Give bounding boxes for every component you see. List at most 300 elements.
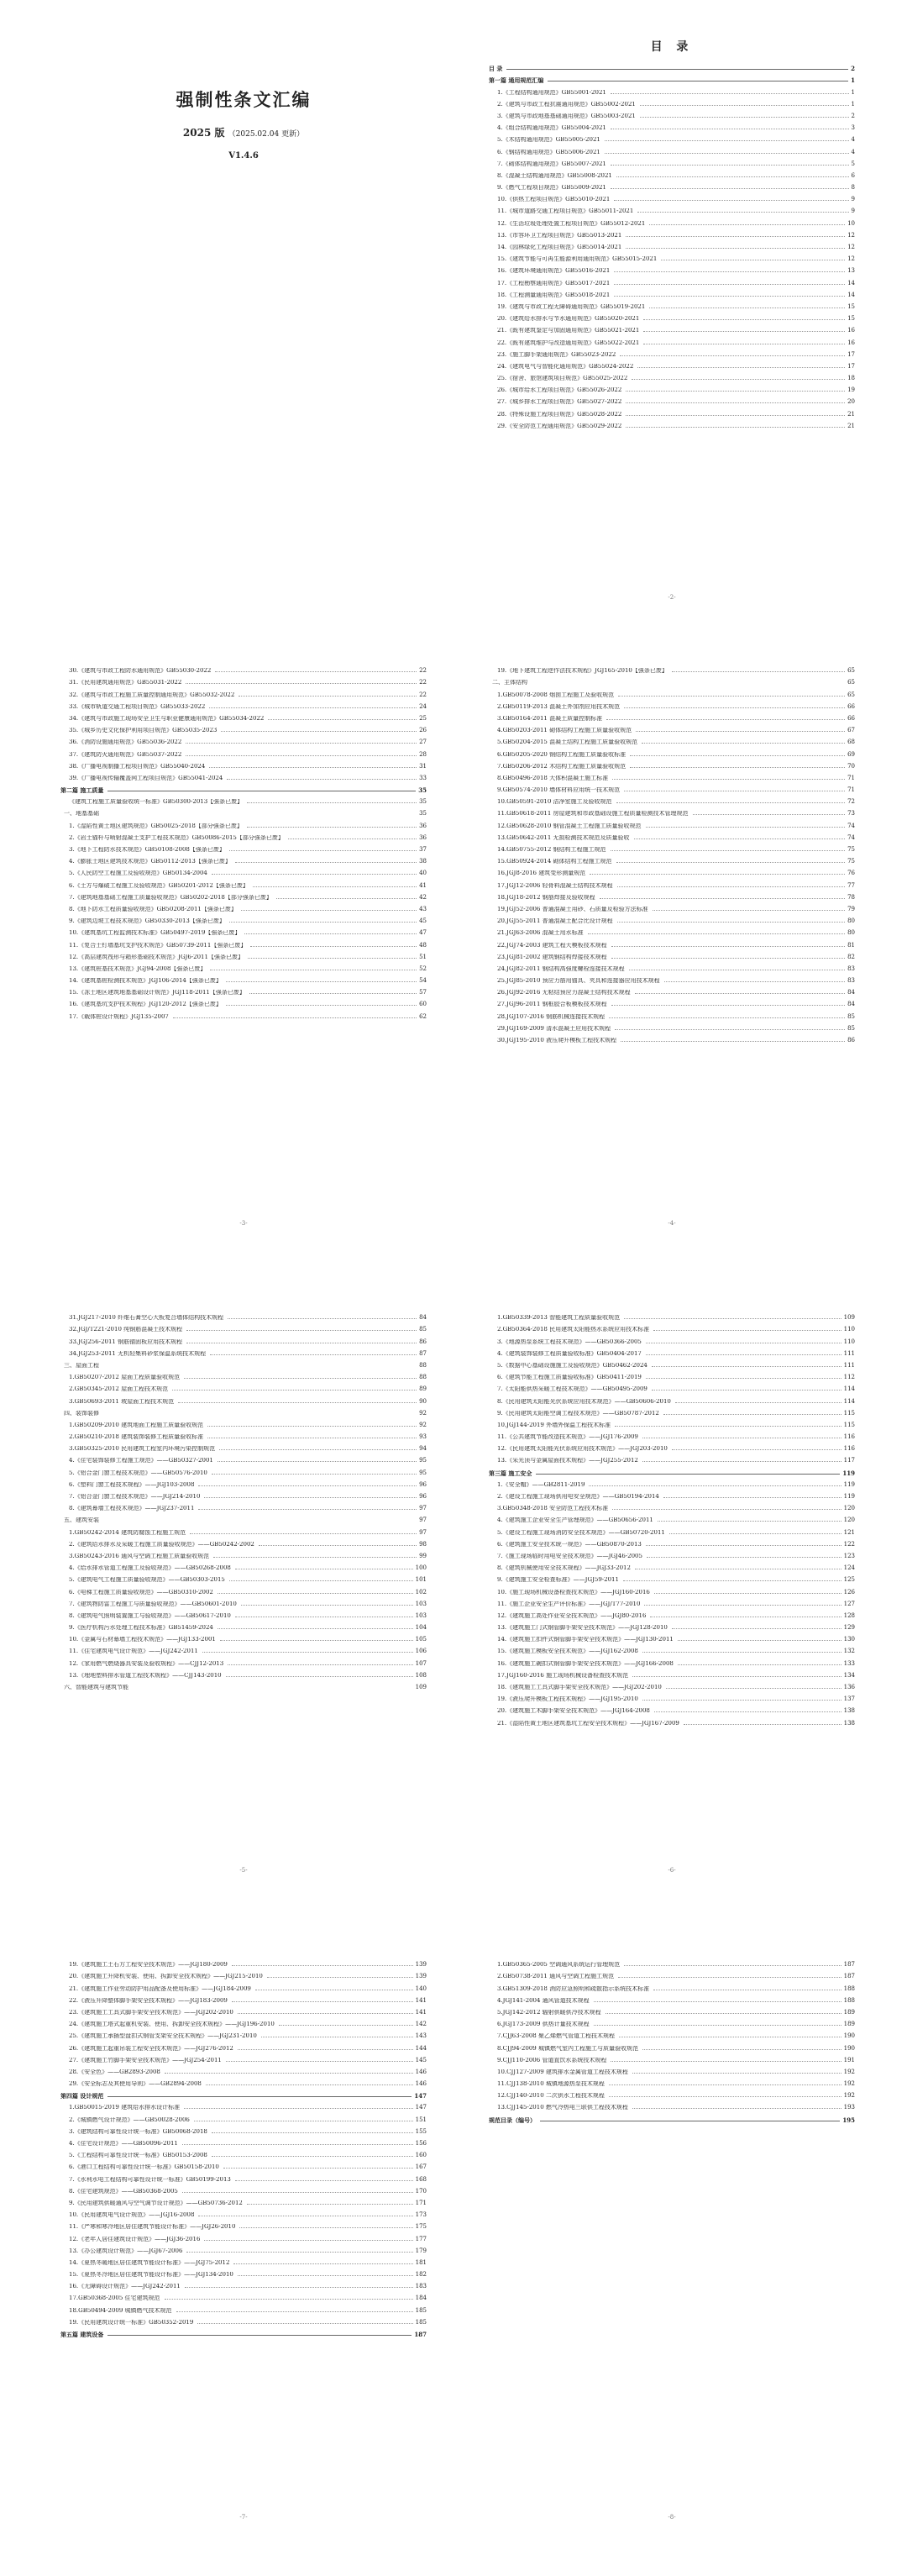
toc-page-number: 103 — [415, 1600, 427, 1607]
toc-entry[interactable] — [489, 335, 855, 347]
toc-page-number: 22 — [419, 691, 427, 698]
toc-entry[interactable] — [489, 962, 855, 974]
toc-entry[interactable] — [60, 2100, 427, 2112]
dot-leader — [212, 2156, 413, 2157]
toc-entry[interactable] — [60, 818, 427, 830]
dot-leader — [611, 165, 849, 166]
toc-entry-title: 31.JGJ217-2010 纤维石膏空心大板复合墙体结构技术规程 — [69, 1315, 224, 1322]
toc-entry[interactable] — [60, 760, 427, 771]
toc-page-number: 195 — [842, 2116, 855, 2124]
toc-entry[interactable] — [489, 687, 855, 699]
toc-entry[interactable] — [60, 2316, 427, 2327]
dot-leader — [614, 271, 845, 272]
toc-entry[interactable] — [489, 818, 855, 830]
toc-entry[interactable] — [60, 1322, 427, 1334]
toc-entry[interactable] — [60, 723, 427, 735]
toc-entry-title: 27.《建筑施工竹脚手架安全技术规范》——JGJ254-2011 — [69, 2057, 222, 2063]
toc-entry[interactable] — [489, 974, 855, 986]
toc-entry[interactable] — [489, 843, 855, 854]
toc-entry[interactable] — [60, 2017, 427, 2029]
toc-entry[interactable] — [489, 252, 855, 264]
toc-entry[interactable] — [489, 1525, 855, 1537]
toc-entry-title: 14.《园林绿化工程项目规范》GB55014-2021 — [497, 244, 622, 250]
toc-entry[interactable] — [489, 891, 855, 902]
toc-entry[interactable] — [489, 783, 855, 795]
toc-entry-title: 22.JGJ74-2003 建筑工程大模板技术规程 — [497, 942, 607, 949]
toc-entry-title: 29.《安全防范工程通用规范》GB55029-2022 — [497, 423, 622, 429]
toc-entry[interactable] — [60, 2279, 427, 2291]
toc-entry[interactable] — [489, 1981, 855, 1993]
toc-entry[interactable] — [489, 1501, 855, 1513]
toc-entry[interactable] — [489, 1692, 855, 1704]
toc-entry[interactable] — [60, 854, 427, 866]
dot-leader — [630, 767, 845, 768]
toc-entry[interactable] — [489, 300, 855, 312]
toc-entry-title: 2.《城镇燃气设计规范》——GB50028-2006 — [69, 2116, 190, 2123]
toc-entry[interactable] — [60, 1311, 427, 1322]
toc-entry[interactable] — [489, 2017, 855, 2029]
toc-entry[interactable] — [489, 1442, 855, 1454]
toc-entry-title: 8.《混凝土结构通用规范》GB55008-2021 — [497, 172, 612, 179]
toc-entry[interactable] — [489, 997, 855, 1009]
toc-entry[interactable] — [60, 687, 427, 699]
toc-entry[interactable] — [60, 1394, 427, 1406]
toc-entry[interactable] — [489, 229, 855, 240]
toc-page-number: 182 — [415, 2271, 427, 2279]
toc-entry-title: 25.《建筑施工承插型盘扣式钢管支架安全技术规程》——JGJ231-2010 — [69, 2033, 257, 2040]
toc-entry-title: 12.CJJ140-2010 二次供水工程技术规程 — [497, 2093, 605, 2100]
toc-entry[interactable] — [489, 181, 855, 192]
toc-entry[interactable] — [60, 2125, 427, 2137]
toc-entry[interactable] — [489, 723, 855, 735]
toc-entry[interactable] — [489, 2006, 855, 2017]
toc-entry[interactable] — [60, 950, 427, 962]
dot-leader — [197, 2323, 412, 2324]
toc-entry[interactable] — [60, 1347, 427, 1359]
toc-entry-title: 二、主体结构 — [492, 680, 527, 686]
toc-entry[interactable] — [60, 1573, 427, 1585]
toc-entry[interactable] — [60, 1454, 427, 1465]
toc-entry-title: 10.JGJ144-2019 外墙外保温工程技术标准 — [497, 1422, 611, 1428]
toc-entry[interactable] — [489, 1370, 855, 1382]
toc-entry[interactable] — [60, 1585, 427, 1596]
toc-entry[interactable] — [60, 735, 427, 747]
toc-entry-title: 9.CJJ110-2006 管道直饮水系统技术规程 — [497, 2057, 607, 2063]
toc-entry[interactable] — [489, 1022, 855, 1033]
toc-entry[interactable] — [60, 2041, 427, 2053]
toc-entry[interactable] — [489, 735, 855, 747]
toc-page-number: 185 — [415, 2306, 427, 2314]
toc-subsection-row[interactable] — [60, 1513, 427, 1525]
toc-entry[interactable] — [60, 891, 427, 902]
toc-page-number: 100 — [415, 1564, 427, 1572]
toc-entry[interactable] — [489, 1644, 855, 1656]
toc-page-number: 177 — [415, 2235, 427, 2242]
toc-entry[interactable] — [60, 2160, 427, 2172]
toc-entry[interactable] — [60, 2029, 427, 2041]
toc-subsection-row[interactable] — [489, 676, 855, 687]
toc-entry-title: 1.《湿陷性黄土地区建筑规范》GB50025-2018【部分强条已废】 — [69, 823, 243, 829]
toc-entry[interactable] — [60, 902, 427, 914]
toc-entry[interactable] — [60, 1644, 427, 1656]
toc-entry-title: 第一篇 通用规范汇编 — [489, 77, 544, 84]
toc-section-row[interactable] — [60, 2327, 427, 2339]
toc-entry[interactable] — [489, 1958, 855, 1969]
toc-entry[interactable] — [60, 1478, 427, 1490]
toc-entry[interactable] — [60, 2053, 427, 2065]
toc-entry[interactable] — [60, 2172, 427, 2184]
toc-entry-title: 28.《特殊设施工程项目规范》GB55028-2022 — [497, 411, 622, 418]
toc-entry-title: 12.《生活垃圾处理处置工程项目规范》GB55012-2021 — [497, 220, 646, 227]
toc-entry[interactable] — [489, 276, 855, 287]
toc-entry[interactable] — [60, 1994, 427, 2006]
toc-entry[interactable] — [489, 1033, 855, 1045]
toc-entry[interactable] — [489, 854, 855, 866]
toc-entry[interactable] — [489, 1311, 855, 1322]
toc-entry[interactable] — [489, 1382, 855, 1394]
toc-entry-title: 6.《土方与爆破工程施工及验收规范》GB50201-2012【强条已废】 — [69, 882, 249, 889]
dot-leader — [632, 379, 845, 380]
toc-entry-title: 33.《城市轨道交通工程项目规范》GB55033-2022 — [69, 703, 206, 710]
dot-leader — [611, 2061, 841, 2062]
dot-leader — [632, 2073, 841, 2074]
toc-page-number: 114 — [843, 1385, 855, 1393]
dot-leader — [626, 415, 845, 416]
toc-entry[interactable] — [489, 97, 855, 109]
toc-subsection-row[interactable] — [60, 1680, 427, 1692]
toc-entry[interactable] — [60, 2112, 427, 2124]
toc-entry[interactable] — [60, 914, 427, 926]
toc-entry[interactable] — [489, 2065, 855, 2077]
toc-entry[interactable] — [489, 902, 855, 914]
toc-entry[interactable] — [60, 712, 427, 723]
toc-section-row[interactable] — [489, 73, 855, 85]
toc-page-number: 36 — [419, 833, 427, 841]
toc-entry[interactable] — [60, 2268, 427, 2279]
toc-entry[interactable] — [489, 2053, 855, 2065]
toc-entry-title: 14.《建筑施工扣件式钢管脚手架安全技术规范》——JGJ130-2011 — [497, 1637, 674, 1643]
toc-entry[interactable] — [489, 1597, 855, 1609]
toc-entry[interactable] — [489, 1549, 855, 1561]
toc-entry[interactable] — [489, 664, 855, 676]
toc-entry[interactable] — [60, 1969, 427, 1981]
toc-entry[interactable] — [60, 2006, 427, 2017]
toc-entry[interactable] — [489, 771, 855, 783]
toc-section-row[interactable] — [489, 61, 855, 73]
toc-entry[interactable] — [489, 312, 855, 323]
toc-entry[interactable] — [489, 760, 855, 771]
toc-entry[interactable] — [489, 121, 855, 133]
toc-page-number: 141 — [415, 2008, 427, 2016]
toc-subsection-row[interactable] — [60, 1406, 427, 1418]
toc-entry[interactable] — [60, 1669, 427, 1680]
toc-entry[interactable] — [489, 395, 855, 407]
toc-entry[interactable] — [489, 986, 855, 997]
toc-entry[interactable] — [60, 1009, 427, 1021]
toc-entry-title: 3.GB50164-2011 混凝土质量控制标准 — [497, 715, 603, 722]
toc-entry[interactable] — [489, 1573, 855, 1585]
toc-entry[interactable] — [60, 1538, 427, 1549]
toc-entry[interactable] — [60, 997, 427, 1009]
toc-entry[interactable] — [489, 133, 855, 145]
toc-entry[interactable] — [489, 1009, 855, 1021]
toc-entry[interactable] — [60, 1958, 427, 1969]
toc-entry-title: 13.《建筑施工门式钢管脚手架安全技术规范》——JGJ128-2010 — [497, 1625, 668, 1632]
toc-entry[interactable] — [489, 807, 855, 818]
toc-entry[interactable] — [489, 795, 855, 807]
dot-leader — [226, 1676, 413, 1677]
toc-entry[interactable] — [489, 1334, 855, 1346]
toc-page-number: 98 — [419, 1540, 427, 1548]
toc-page-number: 68 — [847, 739, 855, 746]
toc-entry[interactable] — [60, 1656, 427, 1668]
toc-page-number: 191 — [843, 2056, 855, 2063]
toc-entry[interactable] — [489, 1621, 855, 1632]
toc-entry[interactable] — [489, 360, 855, 371]
toc-entry[interactable] — [489, 1359, 855, 1370]
toc-entry-title: 20.《建筑给水排水与节水通用规范》GB55020-2021 — [497, 316, 640, 323]
toc-entry[interactable] — [60, 2208, 427, 2220]
toc-entry-title: 3.GB50325-2010 民用建筑工程室内环境污染控制规范 — [69, 1446, 216, 1453]
toc-entry[interactable] — [60, 1525, 427, 1537]
toc-entry[interactable] — [489, 1669, 855, 1680]
toc-entry[interactable] — [489, 1406, 855, 1418]
toc-list — [60, 1958, 427, 2339]
toc-entry[interactable] — [60, 700, 427, 712]
toc-entry[interactable] — [489, 914, 855, 926]
toc-entry[interactable] — [489, 419, 855, 431]
toc-entry[interactable] — [60, 2256, 427, 2268]
toc-page-6 — [42, 1932, 445, 2537]
toc-entry[interactable] — [60, 2077, 427, 2089]
toc-entry[interactable] — [489, 712, 855, 723]
toc-entry-title: 29.JGJ169-2009 清水混凝土应用技术规程 — [497, 1025, 611, 1032]
toc-entry[interactable] — [489, 157, 855, 169]
toc-entry-title: 22.《液压升降整体脚手架安全技术规程》——JGJ183-2009 — [69, 1997, 228, 2004]
dot-leader — [279, 2025, 413, 2026]
toc-entry[interactable] — [60, 676, 427, 687]
toc-section-row[interactable] — [60, 783, 427, 795]
dot-leader — [654, 1711, 841, 1712]
toc-entry[interactable] — [489, 169, 855, 181]
toc-entry[interactable] — [489, 1704, 855, 1716]
toc-entry[interactable] — [60, 1334, 427, 1346]
toc-entry[interactable] — [60, 1981, 427, 1993]
toc-entry[interactable] — [489, 85, 855, 97]
toc-entry[interactable] — [489, 348, 855, 360]
toc-entry[interactable] — [489, 950, 855, 962]
toc-entry[interactable] — [489, 1418, 855, 1430]
toc-entry[interactable] — [60, 1549, 427, 1561]
toc-entry[interactable] — [489, 1478, 855, 1490]
toc-entry[interactable] — [489, 1430, 855, 1442]
toc-entry[interactable] — [60, 1501, 427, 1513]
toc-entry[interactable] — [489, 866, 855, 878]
toc-page-number: 74 — [847, 822, 855, 829]
toc-entry[interactable] — [489, 1585, 855, 1596]
toc-entry[interactable] — [489, 240, 855, 252]
toc-page-number: 94 — [419, 1445, 427, 1453]
toc-entry[interactable] — [489, 926, 855, 938]
toc-entry[interactable] — [489, 216, 855, 228]
toc-entry[interactable] — [60, 1418, 427, 1430]
toc-page-number: 8 — [851, 184, 855, 192]
toc-page-number: 16 — [847, 327, 855, 334]
dot-leader — [624, 1965, 841, 1966]
toc-entry[interactable] — [60, 843, 427, 854]
toc-section-row[interactable] — [489, 2112, 855, 2124]
toc-entry[interactable] — [60, 974, 427, 986]
toc-section-row[interactable] — [489, 1465, 855, 1477]
toc-entry[interactable] — [489, 1632, 855, 1644]
toc-page-number: 36 — [419, 822, 427, 829]
toc-entry-title: 4.《建筑装饰装修工程质量验收标准》GB50404-2017 — [497, 1350, 642, 1357]
toc-entry[interactable] — [60, 1632, 427, 1644]
toc-entry[interactable] — [60, 664, 427, 676]
toc-entry[interactable] — [60, 2220, 427, 2232]
toc-entry-title: 5.《建设工程施工现场消防安全技术规范》——GB50720-2011 — [497, 1529, 665, 1536]
toc-entry[interactable] — [60, 795, 427, 807]
toc-entry[interactable] — [60, 2232, 427, 2243]
toc-entry[interactable] — [489, 878, 855, 890]
toc-entry[interactable] — [60, 1609, 427, 1621]
toc-section-row[interactable] — [60, 2089, 427, 2100]
toc-entry[interactable] — [60, 926, 427, 938]
toc-entry-title: 18.JGJ18-2012 钢筋焊接及验收规程 — [497, 894, 595, 901]
toc-entry[interactable] — [489, 1561, 855, 1573]
toc-entry[interactable] — [60, 1490, 427, 1501]
toc-subsection-row[interactable] — [60, 1359, 427, 1370]
toc-entry[interactable] — [489, 1538, 855, 1549]
toc-entry[interactable] — [60, 938, 427, 949]
toc-entry-title: 4.GB50203-2011 砌体结构工程施工质量验收规范 — [497, 728, 632, 734]
toc-entry-title: 19.JGJ52-2006 普通混凝土用砂、石质量及检验方法标准 — [497, 906, 648, 912]
toc-entry-title: 19.《液压爬升模板工程技术规程》——JGJ195-2010 — [497, 1696, 638, 1703]
dot-leader — [605, 153, 849, 154]
toc-entry[interactable] — [60, 747, 427, 759]
toc-entry[interactable] — [60, 2137, 427, 2148]
toc-entry[interactable] — [489, 2029, 855, 2041]
toc-entry[interactable] — [60, 1442, 427, 1454]
toc-entry[interactable] — [489, 1513, 855, 1525]
toc-page-number: 74 — [847, 833, 855, 841]
toc-entry[interactable] — [489, 1394, 855, 1406]
toc-entry[interactable] — [60, 1561, 427, 1573]
dot-leader — [220, 1640, 413, 1641]
toc-page-number: 110 — [843, 1326, 855, 1333]
toc-entry[interactable] — [489, 323, 855, 335]
toc-entry[interactable] — [489, 1490, 855, 1501]
toc-entry-title: 1.《安全帽》——GB2811-2019 — [497, 1481, 585, 1488]
toc-entry[interactable] — [60, 2303, 427, 2315]
dot-leader — [636, 731, 845, 732]
toc-entry[interactable] — [489, 1609, 855, 1621]
toc-page-number: 3 — [851, 124, 855, 132]
toc-page-number: 17 — [847, 362, 855, 370]
dot-leader — [238, 2049, 413, 2050]
toc-entry[interactable] — [489, 1969, 855, 1981]
toc-entry[interactable] — [489, 1994, 855, 2006]
toc-page-number: 75 — [847, 858, 855, 865]
toc-page-number: 171 — [415, 2199, 427, 2206]
toc-entry[interactable] — [489, 288, 855, 300]
toc-entry[interactable] — [60, 1597, 427, 1609]
toc-entry[interactable] — [60, 1370, 427, 1382]
toc-list — [489, 1311, 855, 1728]
toc-entry[interactable] — [489, 264, 855, 276]
dot-leader — [614, 200, 848, 201]
toc-page-number: 79 — [847, 905, 855, 912]
toc-subsection-row[interactable] — [60, 807, 427, 818]
toc-entry-title: 6.《港口工程结构可靠性设计统一标准》GB50158-2010 — [69, 2164, 219, 2171]
toc-entry[interactable] — [489, 2041, 855, 2053]
toc-entry[interactable] — [489, 109, 855, 121]
toc-entry[interactable] — [60, 831, 427, 843]
toc-entry[interactable] — [60, 771, 427, 783]
toc-page-number: 47 — [419, 929, 427, 937]
toc-page-number: 160 — [415, 2152, 427, 2159]
toc-entry[interactable] — [489, 1656, 855, 1668]
toc-entry[interactable] — [489, 383, 855, 395]
toc-entry-title: 22.《既有建筑维护与改造通用规范》GB55022-2021 — [497, 339, 640, 346]
dot-leader — [609, 2096, 841, 2097]
dot-leader — [637, 212, 848, 213]
toc-entry[interactable] — [489, 1454, 855, 1465]
dot-leader — [626, 402, 845, 403]
toc-entry[interactable] — [489, 192, 855, 204]
toc-entry[interactable] — [489, 1347, 855, 1359]
toc-entry[interactable] — [60, 986, 427, 997]
toc-entry[interactable] — [60, 878, 427, 890]
dot-leader — [228, 1664, 412, 1665]
dot-leader — [684, 1724, 841, 1725]
toc-entry[interactable] — [489, 831, 855, 843]
toc-entry[interactable] — [60, 2148, 427, 2160]
toc-entry[interactable] — [489, 407, 855, 418]
toc-entry[interactable] — [489, 371, 855, 383]
toc-entry[interactable] — [60, 2196, 427, 2208]
toc-entry-title: 32.JGJ/T221-2010 纯钢筋混凝土技术规程 — [69, 1327, 183, 1333]
toc-entry[interactable] — [489, 204, 855, 216]
toc-entry[interactable] — [489, 2100, 855, 2112]
toc-entry[interactable] — [60, 1621, 427, 1632]
toc-entry[interactable] — [60, 2291, 427, 2303]
toc-entry[interactable] — [489, 1322, 855, 1334]
toc-entry[interactable] — [489, 1680, 855, 1692]
toc-entry[interactable] — [489, 747, 855, 759]
toc-entry[interactable] — [489, 145, 855, 156]
toc-entry-title: 6.JGJ173-2009 供热计量技术规程 — [497, 2021, 590, 2028]
toc-entry[interactable] — [489, 1716, 855, 1727]
toc-entry[interactable] — [60, 1430, 427, 1442]
toc-page-number: 2 — [851, 112, 855, 119]
toc-entry[interactable] — [60, 866, 427, 878]
toc-entry[interactable] — [60, 1382, 427, 1394]
toc-heading: 目 录 — [650, 40, 694, 54]
toc-entry[interactable] — [60, 1465, 427, 1477]
toc-entry[interactable] — [60, 2184, 427, 2196]
toc-entry[interactable] — [489, 2077, 855, 2089]
toc-entry[interactable] — [60, 2244, 427, 2256]
toc-entry[interactable] — [60, 2065, 427, 2077]
dot-leader — [235, 2180, 413, 2181]
toc-entry[interactable] — [489, 938, 855, 949]
toc-entry[interactable] — [60, 962, 427, 974]
toc-entry[interactable] — [489, 700, 855, 712]
toc-entry[interactable] — [489, 2089, 855, 2100]
toc-entry-title: 13.《市容环卫工程项目规范》GB55013-2021 — [497, 232, 622, 239]
toc-entry-title: 3.《地源热泵系统工程技术规范》——GB50366-2005 — [497, 1338, 642, 1345]
